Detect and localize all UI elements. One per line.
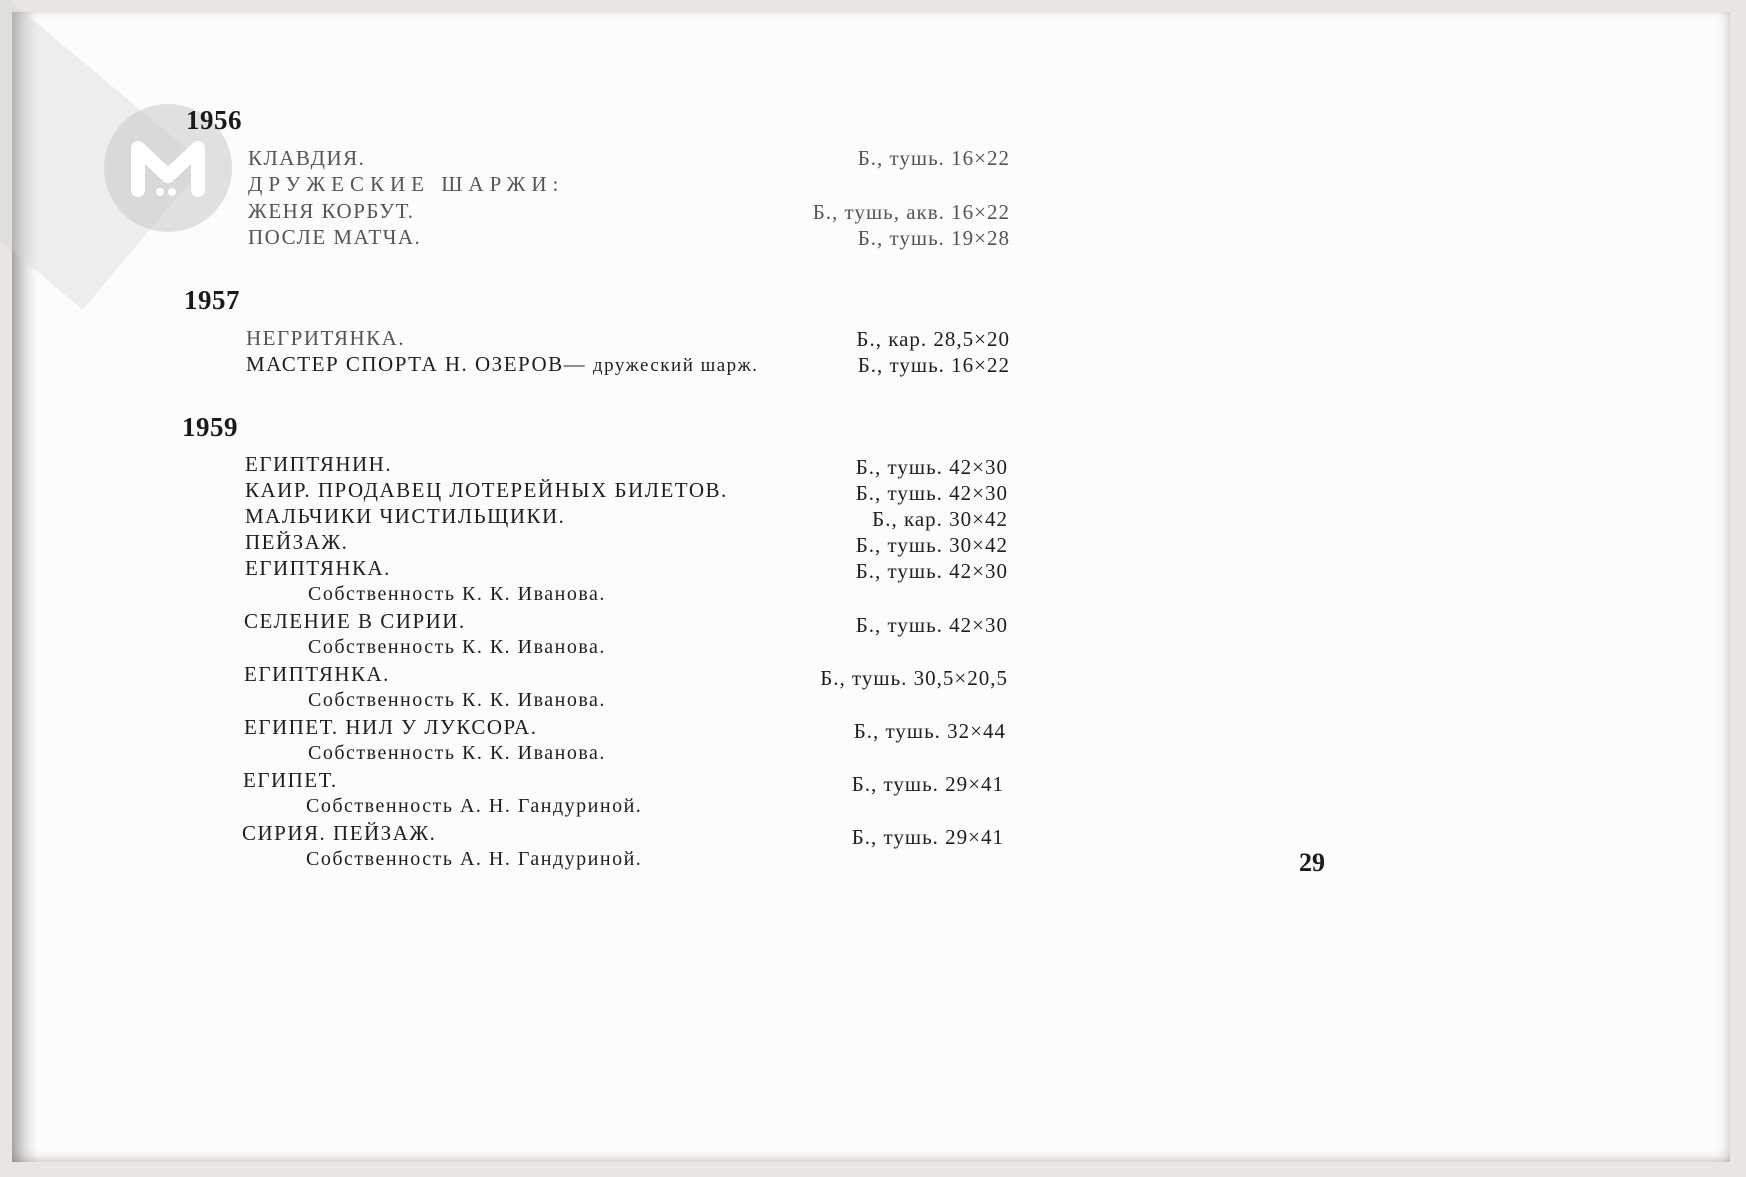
entry-spec: Б., тушь. 29×41	[851, 825, 1004, 849]
entry-title: КЛАВДИЯ.	[248, 146, 366, 170]
entry-spec: Б., тушь. 16×22	[857, 353, 1010, 377]
entry-spec: Б., тушь. 30×42	[855, 533, 1008, 557]
entry-title: СЕЛЕНИЕ В СИРИИ.	[244, 609, 466, 633]
entry-title: НЕГРИТЯНКА.	[246, 326, 406, 350]
entry-spec: Б., тушь. 42×30	[855, 481, 1008, 505]
entry-owner: Собственность К. К. Иванова.	[308, 583, 606, 605]
entry-spec: Б., тушь. 29×41	[851, 772, 1004, 796]
entry-title: ЕГИПТЯНКА.	[245, 556, 391, 580]
entry-title: СИРИЯ. ПЕЙЗАЖ.	[242, 821, 437, 845]
entry-spec: Б., кар. 30×42	[872, 507, 1008, 531]
entry-title-sub: дружеский шарж.	[592, 355, 759, 376]
entry-title: КАИР. ПРОДАВЕЦ ЛОТЕРЕЙНЫХ БИЛЕТОВ.	[245, 478, 728, 502]
entry-title: ПОСЛЕ МАТЧА.	[248, 225, 422, 249]
entry-owner: Собственность А. Н. Гандуриной.	[306, 848, 643, 870]
entry-owner: Собственность А. Н. Гандуриной.	[306, 795, 643, 817]
page-number: 29	[1299, 848, 1325, 877]
entry-title: ЖЕНЯ КОРБУТ.	[248, 199, 415, 223]
entry-spec: Б., тушь. 19×28	[857, 226, 1010, 250]
entry-title: ДРУЖЕСКИЕ ШАРЖИ:	[248, 172, 565, 196]
entry-owner: Собственность К. К. Иванова.	[308, 742, 606, 764]
entry-title: МАЛЬЧИКИ ЧИСТИЛЬЩИКИ.	[245, 504, 566, 528]
entry-spec: Б., тушь. 32×44	[853, 719, 1006, 743]
entry-title-main: МАСТЕР СПОРТА Н. ОЗЕРОВ—	[246, 352, 587, 376]
entry-spec: Б., тушь, акв. 16×22	[812, 200, 1010, 224]
entry-spec: Б., тушь. 42×30	[855, 455, 1008, 479]
entry-spec: Б., тушь. 42×30	[855, 559, 1008, 583]
entry-title: ПЕЙЗАЖ.	[245, 530, 349, 554]
year-heading-1957: 1957	[184, 285, 240, 315]
entry-spec: Б., тушь. 30,5×20,5	[820, 666, 1008, 690]
entry-owner: Собственность К. К. Иванова.	[308, 636, 606, 658]
entry-title: ЕГИПЕТ.	[243, 768, 338, 792]
year-heading-1956: 1956	[186, 105, 242, 135]
entry-spec: Б., тушь. 42×30	[855, 613, 1008, 637]
entry-owner: Собственность К. К. Иванова.	[308, 689, 606, 711]
entry-title: ЕГИПТЯНИН.	[245, 452, 393, 476]
entry-title	[246, 352, 759, 377]
year-heading-1959: 1959	[182, 412, 238, 442]
entry-title: ЕГИПТЯНКА.	[244, 662, 390, 686]
entry-title: ЕГИПЕТ. НИЛ У ЛУКСОРА.	[244, 715, 538, 739]
catalog-page	[12, 12, 1730, 1162]
entry-spec: Б., кар. 28,5×20	[856, 327, 1010, 351]
entry-spec: Б., тушь. 16×22	[857, 146, 1010, 170]
